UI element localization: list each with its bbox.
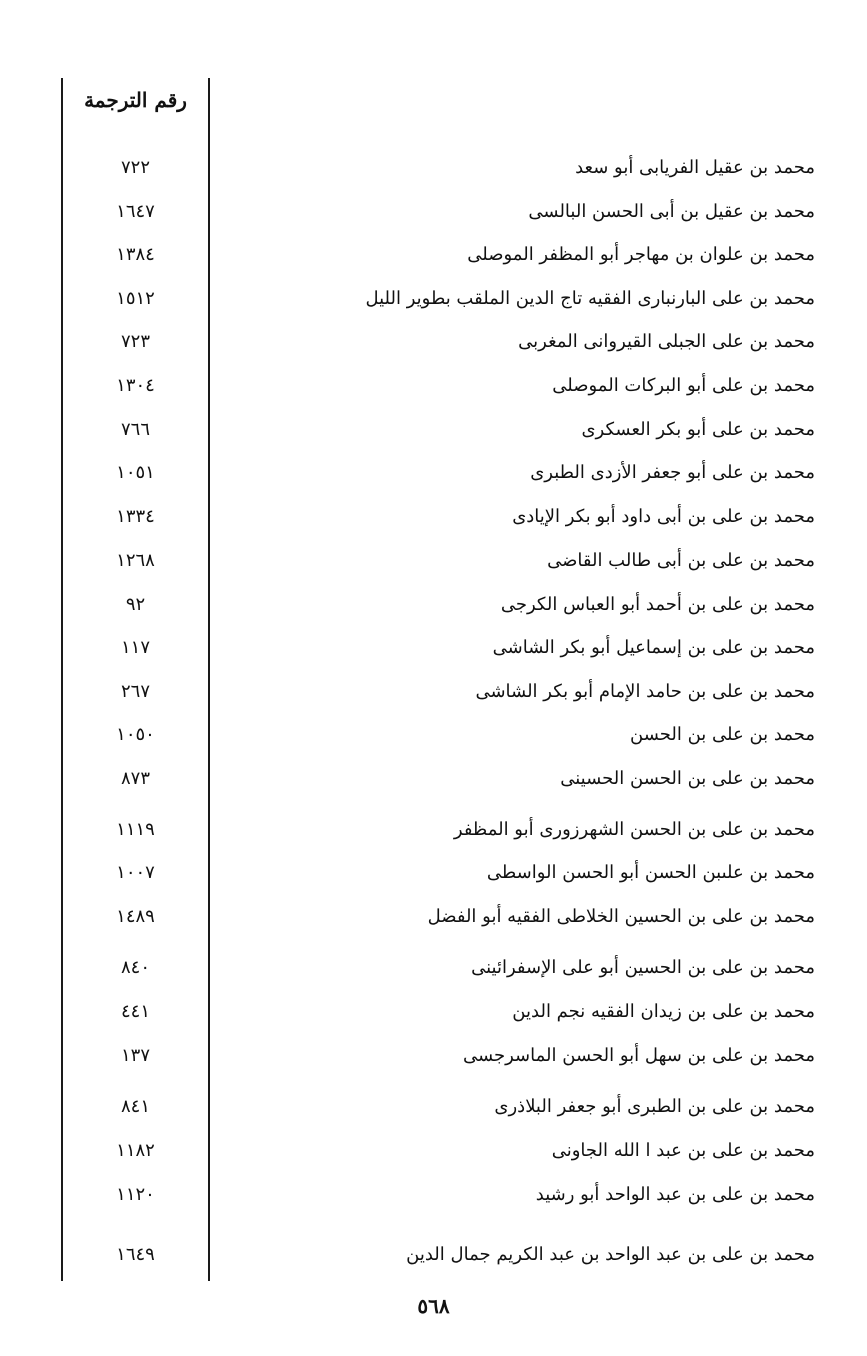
entry-name: محمد بن على الجبلى القيروانى المغربى [518,331,815,352]
index-entry [0,1136,867,1166]
index-entry [0,153,867,183]
index-entry [0,415,867,445]
index-entry [0,1240,867,1270]
index-entry [0,197,867,227]
entry-translation-number: ٨٧٣ [120,768,150,789]
entry-translation-number: ٧٢٢ [120,157,150,178]
index-entry [0,546,867,576]
index-entry [0,284,867,314]
entry-translation-number: ٤٤١ [120,1001,150,1022]
entry-translation-number: ٨٤١ [120,1096,150,1117]
entry-translation-number: ١١٧ [120,637,150,658]
page-number: ٥٦٨ [417,1294,450,1318]
index-entry [0,1041,867,1071]
entry-name: محمد بن على البارنبارى الفقيه تاج الدين الملقب بطوير الليل [365,288,815,309]
entry-name: محمد بن على بن الطبرى أبو جعفر البلاذرى [494,1096,815,1117]
entry-name: محمد بن على بن الحسين أبو على الإسفرائينى [471,957,815,978]
entry-name: محمد بن عقيل الفريابى أبو سعد [575,157,815,178]
index-entry [0,1092,867,1122]
index-entry [0,458,867,488]
entry-translation-number: ١٣٧ [120,1045,150,1066]
index-entry [0,720,867,750]
index-entry [0,764,867,794]
entry-translation-number: ١١٢٠ [116,1184,155,1205]
entry-translation-number: ١٦٤٧ [116,201,155,222]
entry-translation-number: ٩٢ [125,594,146,615]
entry-name: محمد بن على بن زيدان الفقيه نجم الدين [512,1001,815,1022]
index-entry [0,815,867,845]
entry-translation-number: ١٣٠٤ [116,375,155,396]
entry-translation-number: ١٣٨٤ [116,244,155,265]
entry-name: محمد بن على بن عبد الواحد أبو رشيد [535,1184,815,1205]
entry-name: محمد بن على بن حامد الإمام أبو بكر الشاشى [475,681,815,702]
entry-name: محمد بن على أبو جعفر الأزدى الطبرى [530,462,815,483]
entry-translation-number: ١٠٠٧ [116,862,155,883]
entry-name: محمد بن على بن أبى داود أبو بكر الإيادى [512,506,815,527]
column-header-translation-number: رقم الترجمة [84,88,187,112]
index-entry [0,590,867,620]
entry-translation-number: ١٠٥٠ [116,724,155,745]
entry-name: محمد بن على بن إسماعيل أبو بكر الشاشى [492,637,815,658]
entry-translation-number: ١٣٣٤ [116,506,155,527]
index-entry [0,1180,867,1210]
entry-name: محمد بن على بن سهل أبو الحسن الماسرجسى [462,1045,815,1066]
index-entry [0,858,867,888]
entry-translation-number: ٧٦٦ [120,419,150,440]
entry-translation-number: ١١٨٢ [116,1140,155,1161]
entry-translation-number: ٨٤٠ [120,957,150,978]
entry-name: محمد بن علوان بن مهاجر أبو المظفر الموصلى [467,244,815,265]
index-entry [0,502,867,532]
index-entry [0,677,867,707]
entry-name: محمد بن على بن الحسين الخلاطى الفقيه أبو الفضل [427,906,815,927]
entry-translation-number: ١٤٨٩ [116,906,155,927]
index-entry [0,902,867,932]
entry-name: محمد بن على أبو البركات الموصلى [552,375,815,396]
entry-translation-number: ١٦٤٩ [116,1244,155,1265]
entry-translation-number: ١٢٦٨ [116,550,155,571]
entry-name: محمد بن على بن الحسن [630,724,815,745]
index-entry [0,327,867,357]
entry-name: محمد بن على بن الحسن الشهرزورى أبو المظفر [453,819,815,840]
entry-name: محمد بن على أبو بكر العسكرى [581,419,815,440]
index-entry [0,633,867,663]
index-entry [0,371,867,401]
entry-name: محمد بن على بن عبد الواحد بن عبد الكريم جمال الدين [406,1244,815,1265]
entry-name: محمد بن على بن أبى طالب القاضى [547,550,815,571]
entry-translation-number: ٢٦٧ [120,681,150,702]
entry-name: محمد بن عقيل بن أبى الحسن البالسى [528,201,815,222]
entry-translation-number: ١٠٥١ [116,462,155,483]
entry-name: محمد بن على بن عبد ا الله الجاونى [551,1140,815,1161]
entry-translation-number: ١٥١٢ [116,288,155,309]
entry-name: محمد بن على بن الحسن الحسينى [560,768,815,789]
entry-name: محمد بن على بن أحمد أبو العباس الكرجى [500,594,815,615]
index-entry [0,997,867,1027]
entry-translation-number: ٧٢٣ [120,331,150,352]
entry-translation-number: ١١١٩ [116,819,155,840]
index-entry [0,240,867,270]
entry-name: محمد بن علىبن الحسن أبو الحسن الواسطى [486,862,815,883]
index-entry [0,953,867,983]
